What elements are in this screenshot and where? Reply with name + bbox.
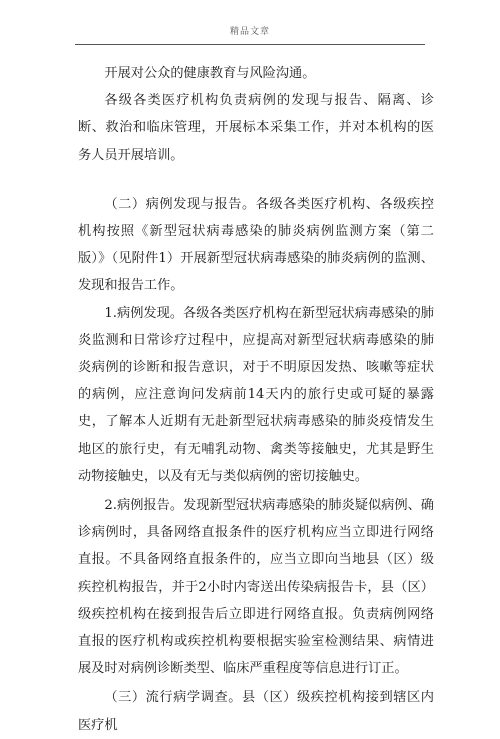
document-body — [78, 60, 434, 739]
paragraph-medical-institution-duties: 各级各类医疗机构负责病例的发现与报告、隔离、诊断、救治和临床管理，开展标本采集工作，并对本机构的医务人员开展培训。 — [78, 93, 434, 163]
paragraph-epidemiological-investigation: （三）流行病学调查。县（区）级疾控机构接到辖区内医疗机 — [78, 690, 434, 733]
header-divider — [75, 44, 425, 45]
page-header-title: 精品文章 — [229, 27, 270, 37]
paragraph-case-discovery: 1.病例发现。各级各类医疗机构在新型冠状病毒感染的肺炎监测和日常诊疗过程中，应提高对新型冠状病毒感染的肺炎病例的诊断和报告意识，对于不明原因发热、咳嗽等症状的病例，应注意询问发病前14天内的旅行史或可疑的暴露史，了解本人近期有无赴新型冠状病毒感染的肺炎疫情发生地区的旅行史，有无哺乳动物、禽类等接触史，尤其是野生动物接触史，以及有无与类似病例的密切接触史。 — [78, 305, 434, 484]
paragraph-public-health-education: 开展对公众的健康教育与风险沟通。 — [104, 66, 316, 81]
section-gap — [78, 169, 434, 191]
paragraph-case-discovery-report-heading: （二）病例发现与报告。各级各类医疗机构、各级疾控机构按照《新型冠状病毒感染的肺炎病例监测方案（第二版）》（见附件1）开展新型冠状病毒感染的肺炎病例的监测、发现和报告工作。 — [78, 196, 434, 294]
paragraph-case-report: 2.病例报告。发现新型冠状病毒感染的肺炎疑似病例、确诊病例时，具备网络直报条件的医疗机构应当立即进行网络直报。不具备网络直报条件的，应当立即向当地县（区）级疾控机构报告，并于2小时内寄送出传染病报告卡，县（区）级疾控机构在接到报告后立即进行网络直报。负责病例网络直报的医疗机构或疾控机构要根据实验室检测结果、病情进展及时对病例诊断类型、临床严重程度等信息进行订正。 — [78, 498, 434, 677]
